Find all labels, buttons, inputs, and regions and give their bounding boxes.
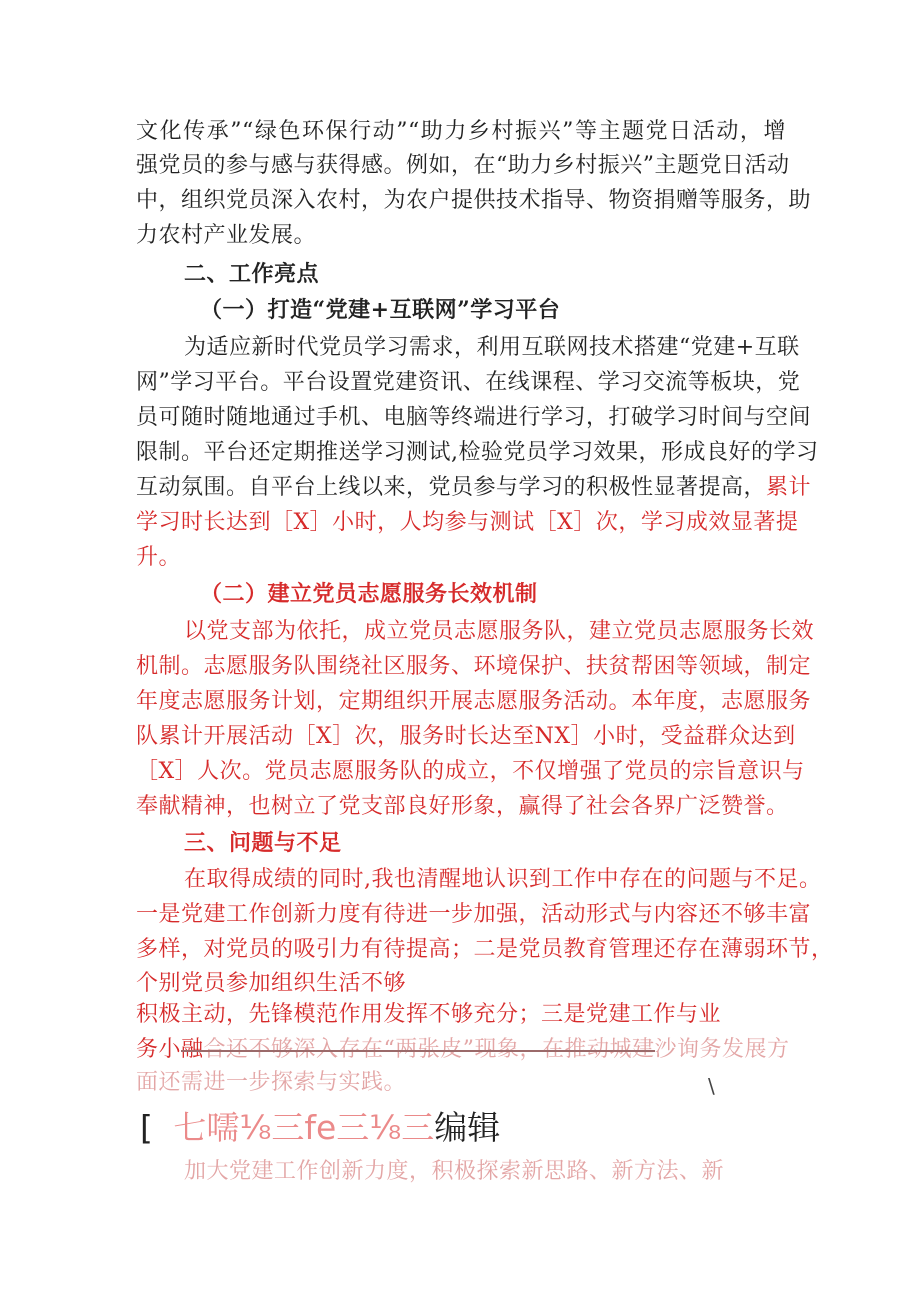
para4-line7: 面还需进一步探索与实践。 — [136, 1070, 407, 1095]
para3-line2: 机制。志愿服务队围绕社区服务、环境保护、扶贫帮困等领域，制定 — [136, 654, 812, 679]
para2-line3: 员可随时随地通过手机、电脑等终端进行学习，打破学习时间与空间 — [136, 405, 812, 430]
garbled-heading — [140, 1108, 500, 1148]
para1-line1: 文化传承”“绿色环保行动”“助力乡村振兴”等主题党日活动，增 — [136, 119, 786, 144]
para4-line6-strikethrough: 合还不够深入存在“两张皮”现象，在推动城建 — [203, 1037, 655, 1062]
subheading-platform: （一）打造“党建+互联网”学习平台 — [200, 297, 561, 323]
para1-line3: 中，组织党员深入农村，为农户提供技术指导、物资捐赠等服务，助 — [136, 188, 812, 213]
para4-line2: 一是党建工作创新力度有待进一步加强，活动形式与内容还不够丰富 — [136, 902, 812, 927]
para4-line1: 在取得成绩的同时,我也清醒地认识到工作中存在的问题与不足。 — [184, 867, 822, 892]
para1-line2: 强党员的参与感与获得感。例如，在“助力乡村振兴”主题党日活动 — [136, 153, 790, 178]
para3-line5: ［X］人次。党员志愿服务队的成立，不仅增强了党员的宗旨意识与 — [136, 759, 805, 784]
garbled-bracket: [ — [140, 1108, 153, 1147]
para2-line4: 限制。平台还定期推送学习测试,检验党员学习效果，形成良好的学习 — [136, 440, 819, 465]
garbled-text: 七嚅⅛三fe三⅛三 — [173, 1108, 435, 1147]
para2-line7: 升。 — [136, 545, 182, 570]
section-heading-problems: 三、问题与不足 — [184, 830, 342, 856]
para4-line4: 个别党员参加组织生活不够 — [136, 971, 407, 996]
para4-line6-b: 融 — [181, 1037, 204, 1062]
para2-line1: 为适应新时代党员学习需求，利用互联网技术搭建“党建+互联 — [184, 335, 800, 360]
para3-line4: 队累计开展活动［X］次，服务时长达至NX］小时，受益群众达到 — [136, 724, 796, 749]
para3-line6: 奉献精神，也树立了党支部良好形象，赢得了社会各界广泛赞誉。 — [136, 794, 789, 819]
para4-line6-a: 务小 — [136, 1037, 182, 1062]
section-heading-highlights: 二、工作亮点 — [184, 261, 320, 287]
para1-line4: 力农村产业发展。 — [136, 223, 317, 248]
para2-line5-red: 累计 — [766, 475, 812, 500]
para2-line6: 学习时长达到［X］小时，人均参与测试［X］次，学习成效显著提 — [136, 510, 799, 535]
garbled-suffix: 编辑 — [434, 1108, 501, 1147]
para4-line3: 多样，对党员的吸引力有待提高；二是党员教育管理还存在薄弱环节， — [136, 937, 834, 962]
stray-slash-mark: \ — [708, 1074, 715, 1098]
para5-line1: 加大党建工作创新力度，积极探索新思路、新方法、新 — [184, 1159, 725, 1184]
para4-line5: 积极主动，先锋模范作用发挥不够充分；三是党建工作与业 — [136, 1002, 722, 1027]
para2-line2: 网”学习平台。平台设置党建资讯、在线课程、学习交流等板块，党 — [136, 370, 801, 395]
para2-line5 — [136, 474, 812, 502]
subheading-volunteer: （二）建立党员志愿服务长效机制 — [200, 581, 538, 607]
para3-line1: 以党支部为依托，成立党员志愿服务队，建立党员志愿服务长效 — [184, 619, 815, 644]
para2-line5-black: 互动氛围。自平台上线以来，党员参与学习的积极性显著提高， — [136, 475, 767, 500]
para3-line3: 年度志愿服务计划，定期组织开展志愿服务活动。本年度，志愿服务 — [136, 689, 812, 714]
para4-line6 — [136, 1036, 790, 1064]
para4-line6-d: 沙询务发展方 — [654, 1037, 790, 1062]
